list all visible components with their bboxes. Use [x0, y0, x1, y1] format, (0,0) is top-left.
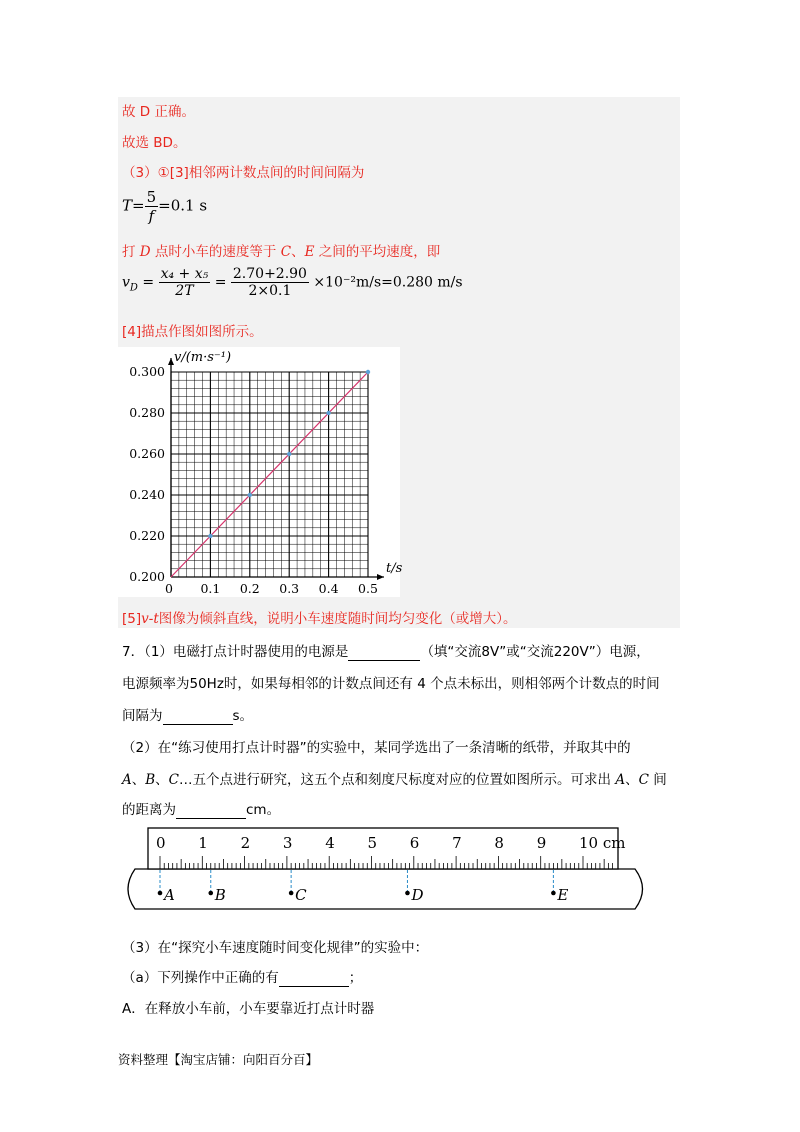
q2c: 的距离为	[122, 802, 176, 818]
ruler-number: 5	[367, 834, 378, 852]
eq2-num1: x₄ + x₅	[160, 266, 209, 282]
eq1-num: 5	[146, 188, 157, 206]
vt-chart	[118, 347, 403, 597]
eq2-frac1	[159, 266, 211, 299]
tape-dot	[289, 891, 294, 896]
q7-line-8	[122, 966, 362, 987]
answer-line-1: 故 D 正确。	[122, 104, 195, 120]
y-tick-label: 0.280	[129, 405, 165, 420]
footer-note: 资料整理【淘宝店铺：向阳百分百】	[118, 1052, 319, 1067]
equation-velocity: $v_D$ = $\frac{\text{x₄ + x₅}}{2T}$ = $\frac{2.70+2.90}{2\times 0.1}$ ×10⁻²m/s=0.280 m/s	[122, 266, 463, 299]
eq1-rhs: =0.1 s	[158, 196, 208, 215]
l4-b: D	[139, 244, 151, 260]
ruler-figure	[125, 825, 665, 920]
l4-a: 打	[122, 244, 140, 260]
x-axis-label: t/s	[386, 561, 403, 576]
tape-dot	[551, 891, 556, 896]
ruler-number: 4	[325, 834, 335, 852]
x-tick-label: 0.2	[239, 581, 260, 596]
answer-line-6	[122, 607, 517, 627]
eq2-frac2	[231, 266, 309, 299]
q1a: 7．（1）电磁打点计时器使用的电源是	[122, 644, 349, 660]
ruler-body	[148, 828, 618, 869]
q2b-d: 、	[155, 772, 169, 788]
l6-a: [5]	[122, 611, 142, 627]
ruler-number: 8	[494, 834, 504, 852]
eq1-den: f	[148, 207, 155, 225]
tape-dot	[405, 891, 410, 896]
q1-blank-interval[interactable]	[163, 708, 233, 725]
tape-point-label: A	[164, 886, 175, 904]
eq2-lhs: v	[122, 274, 130, 291]
q7-line-2: 电源频率为50Hz时，如果每相邻的计数点间还有 4 个点未标出，则相邻两个计数点的时间	[122, 676, 660, 692]
q7-line-1	[122, 640, 650, 661]
q7-line-5	[122, 768, 667, 788]
eq2-rest: ×10⁻²m/s=0.280 m/s	[313, 274, 463, 291]
ruler-number: 2	[240, 834, 251, 852]
answer-line-4	[122, 240, 440, 260]
q2b-g: A	[615, 772, 626, 788]
l4-g: 之间的平均速度，即	[314, 244, 441, 260]
data-point	[326, 411, 330, 415]
l4-f: E	[304, 244, 315, 260]
q7-line-3	[122, 704, 253, 725]
eq2-num2: 2.70+2.90	[232, 266, 307, 282]
eq2-lhs-sub: D	[129, 282, 138, 294]
q3-blank-operations[interactable]	[279, 970, 349, 987]
q2b-b: 、	[131, 772, 146, 788]
answer-line-2: 故选 BD。	[122, 135, 187, 151]
q2b-h: 、	[625, 772, 639, 788]
ruler-number: 10 cm	[579, 834, 626, 852]
l6-b: v-t	[141, 611, 159, 627]
answer-line-5: [4]描点作图如图所示。	[122, 324, 263, 340]
tape-point-label: E	[557, 886, 569, 904]
l4-d: C	[280, 244, 292, 260]
q2-blank-distance[interactable]	[176, 802, 246, 819]
q1d: 间隔为	[122, 708, 163, 724]
eq2-den2: 2×0.1	[248, 283, 292, 299]
x-tick-labels	[165, 581, 378, 596]
eq1-lhs: T	[122, 196, 133, 215]
q2d: cm。	[246, 802, 281, 818]
y-tick-label: 0.240	[129, 487, 165, 502]
x-tick-label: 0.4	[318, 581, 339, 596]
y-axis-label: v/(m·s⁻¹)	[174, 350, 232, 365]
q7-line-7: （3）在“探究小车速度随时间变化规律”的实验中：	[122, 940, 429, 956]
data-point	[248, 493, 252, 497]
q1b: （填“交流8V”或“交流220V”）电源，	[420, 644, 650, 660]
ruler-number: 1	[198, 834, 208, 852]
q1-blank-power[interactable]	[348, 644, 420, 661]
x-tick-label: 0.3	[279, 581, 300, 596]
q7-line-4: （2）在“练习使用打点计时器”的实验中，某同学选出了一条清晰的纸带，并取其中的	[122, 740, 631, 756]
y-tick-label: 0.300	[129, 364, 165, 379]
q3c: ；	[348, 970, 363, 986]
eq2-den1: 2T	[175, 283, 194, 299]
y-tick-label: 0.220	[129, 528, 165, 543]
ruler-number: 3	[282, 834, 293, 852]
tape-point-label: C	[295, 886, 307, 904]
x-tick-label: 0	[165, 581, 173, 596]
q2b-j: 间	[648, 772, 667, 788]
ruler-number: 6	[409, 834, 420, 852]
l4-c: 点时小车的速度等于	[150, 244, 281, 260]
x-axis-arrow	[377, 574, 384, 580]
ruler-number: 9	[536, 834, 547, 852]
ruler-number: 0	[156, 834, 166, 852]
eq1-fraction	[145, 188, 159, 225]
q2b-c: B	[145, 772, 156, 788]
eq1-eq: =	[132, 196, 145, 215]
q2b-f: …五个点进行研究，这五个点和刻度尺标度对应的位置如图所示。可求出	[179, 772, 616, 788]
q2b-a: A	[122, 772, 132, 788]
data-point	[366, 370, 370, 374]
q2b-e: C	[168, 772, 180, 788]
y-tick-label: 0.260	[129, 446, 165, 461]
tape-point-label: B	[214, 886, 226, 904]
ruler-number: 7	[452, 834, 462, 852]
q1e: s。	[232, 708, 254, 724]
fit-line	[171, 372, 368, 577]
y-tick-labels	[129, 364, 165, 584]
data-point	[208, 534, 212, 538]
answer-line-3: （3）①[3]相邻两计数点间的时间间隔为	[122, 165, 365, 181]
x-tick-label: 0.1	[200, 581, 221, 596]
data-point	[287, 452, 291, 456]
q7-option-a: A．在释放小车前，小车要靠近打点计时器	[122, 1001, 375, 1017]
tape-point-label: D	[411, 886, 424, 904]
y-tick-label: 0.200	[129, 569, 165, 584]
tape-dot	[158, 891, 163, 896]
q3b: （a）下列操作中正确的有	[122, 970, 279, 986]
q7-line-6	[122, 798, 280, 819]
l4-e: 、	[291, 244, 305, 260]
x-tick-label: 0.5	[358, 581, 378, 596]
tape-dot	[208, 891, 213, 896]
equation-period	[122, 188, 207, 225]
l6-c: 图像为倾斜直线，说明小车速度随时间均匀变化（或增大）。	[158, 611, 517, 627]
q2b-i: C	[638, 772, 649, 788]
fit-line-group	[171, 372, 368, 577]
